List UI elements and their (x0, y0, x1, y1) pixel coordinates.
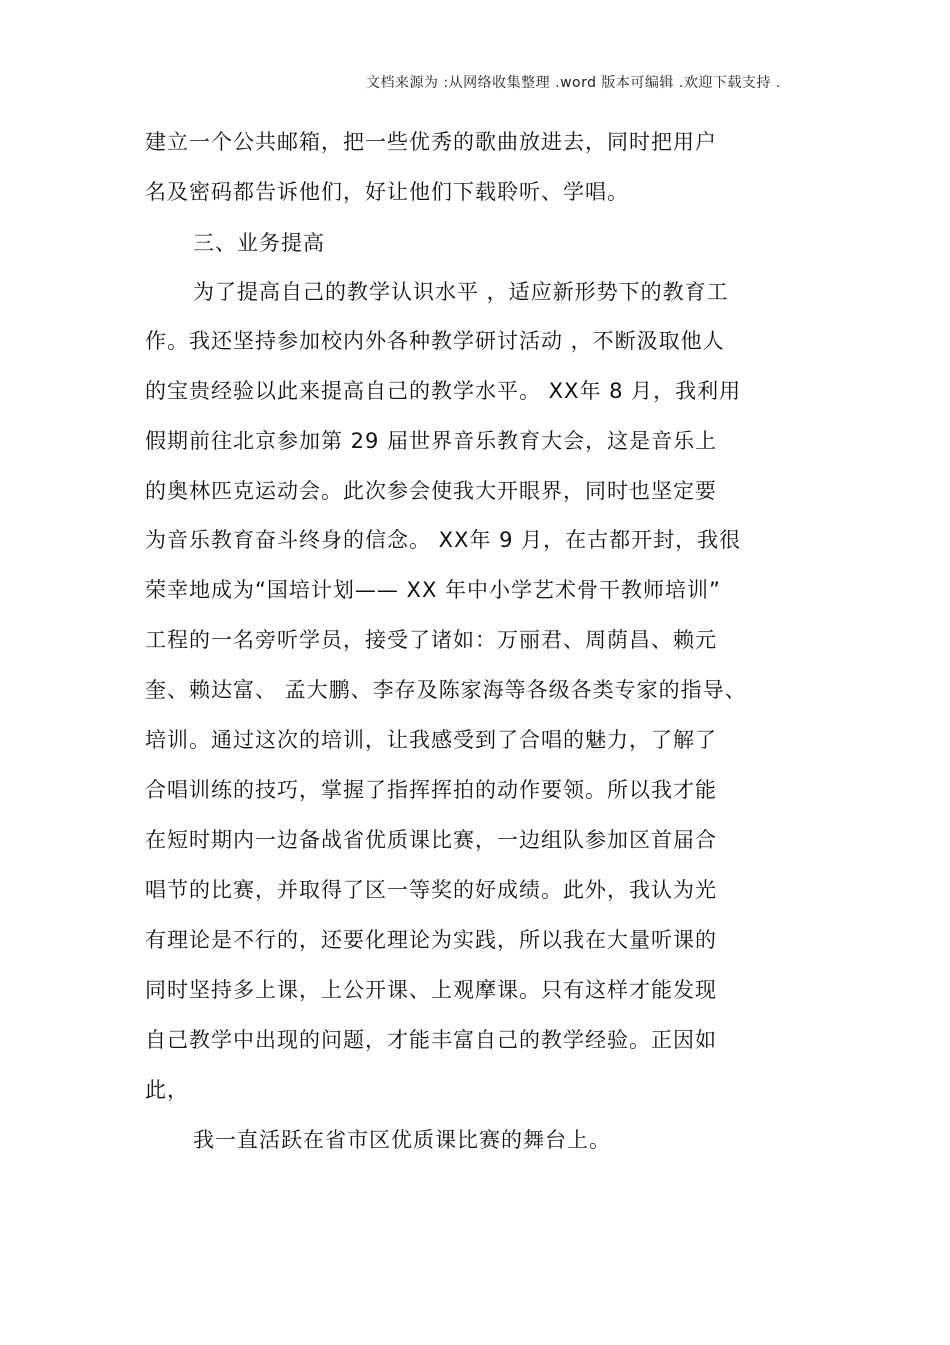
text-line: 合唱训练的技巧，掌握了指挥挥拍的动作要领。所以我才能 (145, 778, 717, 802)
text-line: 培训。通过这次的培训，让我感受到了合唱的魅力，了解了 (145, 728, 717, 752)
text-line: 在短时期内一边备战省优质课比赛，一边组队参加区首届合 (145, 828, 717, 852)
text-line: 有理论是不行的，还要化理论为实践，所以我在大量听课的 (145, 928, 717, 952)
text-line: 奎、赖达富、 孟大鹏、李存及陈家海等各级各类专家的指导、 (145, 678, 747, 702)
page-header: 文档来源为 :从网络收集整理 .word 版本可编辑 .欢迎下载支持 . (366, 75, 781, 91)
text-line: 假期前往北京参加第 29 届世界音乐教育大会，这是音乐上 (145, 429, 718, 453)
text-line: 荣幸地成为“国培计划—— XX 年中小学艺术骨干教师培训” (145, 578, 721, 602)
text-line: 建立一个公共邮箱，把一些优秀的歌曲放进去，同时把用户 (145, 130, 717, 154)
text-line: 为了提高自己的教学认识水平 ，适应新形势下的教育工 (193, 280, 729, 304)
text-line: 自己教学中出现的问题，才能丰富自己的教学经验。正因如 (145, 1028, 717, 1052)
text-line: 同时坚持多上课，上公开课、上观摩课。只有这样才能发现 (145, 978, 717, 1002)
text-line: 的奥林匹克运动会。此次参会使我大开眼界，同时也坚定要 (145, 479, 717, 503)
text-line: 名及密码都告诉他们，好让他们下载聆听、学唱。 (145, 180, 629, 204)
section-heading: 三、业务提高 (193, 231, 325, 255)
text-line: 此， (145, 1078, 189, 1102)
text-line: 的宝贵经验以此来提高自己的教学水平。 XX年 8 月，我利用 (145, 379, 742, 403)
text-line: 我一直活跃在省市区优质课比赛的舞台上。 (193, 1128, 611, 1152)
text-line: 工程的一名旁听学员，接受了诸如：万丽君、周荫昌、赖元 (145, 628, 717, 652)
text-line: 唱节的比赛，并取得了区一等奖的好成绩。此外，我认为光 (145, 878, 717, 902)
text-line: 为音乐教育奋斗终身的信念。 XX年 9 月，在古都开封，我很 (145, 528, 742, 552)
text-line: 作。我还坚持参加校内外各种教学研讨活动 ，不断汲取他人 (145, 329, 725, 353)
